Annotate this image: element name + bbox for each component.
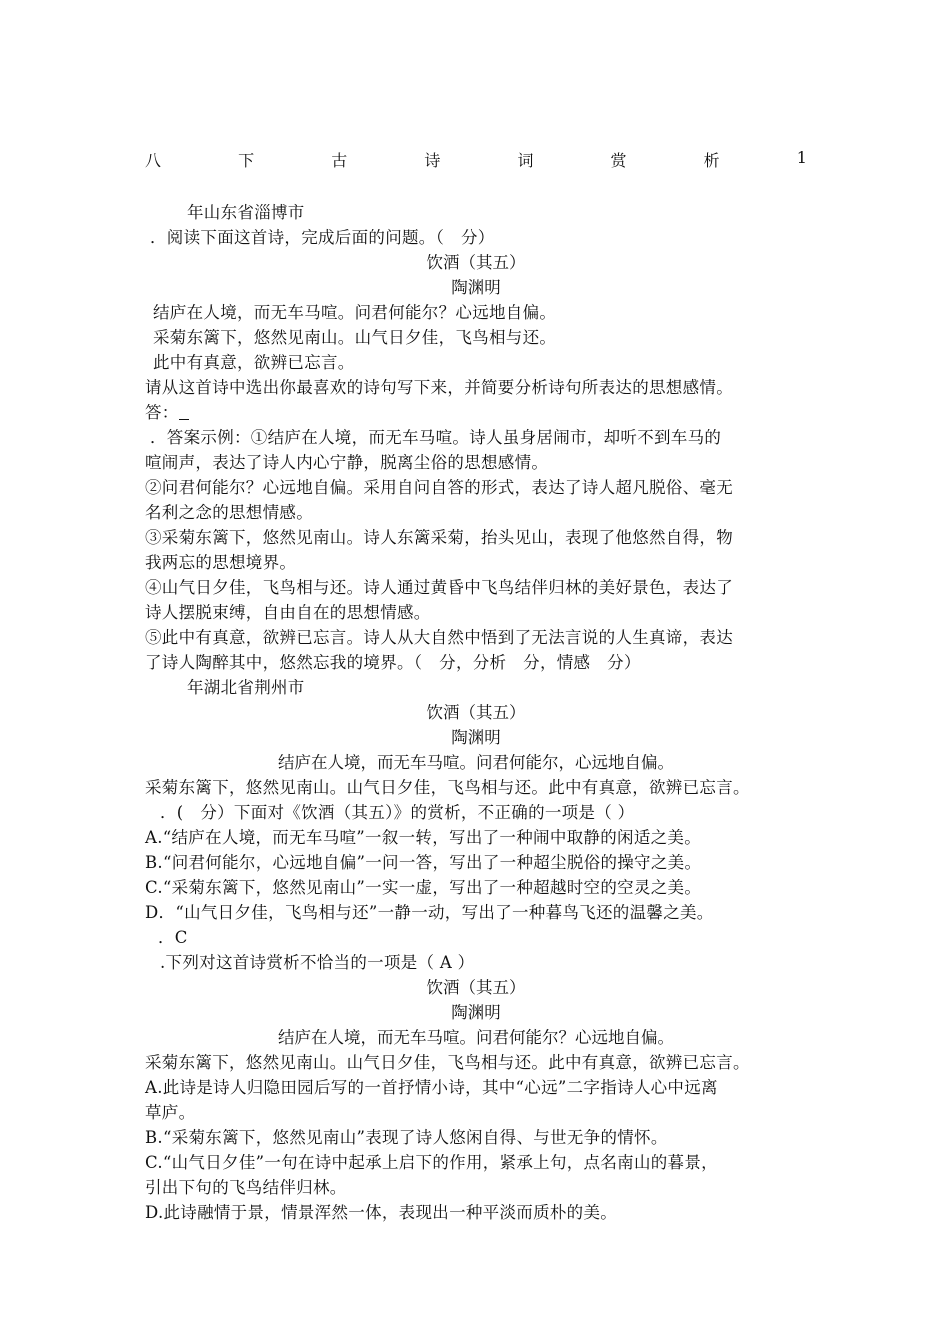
- section1-question: ．阅读下面这首诗，完成后面的问题。（ 分）: [150, 228, 495, 247]
- section1-poem-title: 饮酒（其五）: [426, 253, 526, 272]
- section3-poem-line: 结庐在人境，而无车马喧。问君何能尔？心远地自偏。: [278, 1028, 674, 1047]
- section3-option: 草庐。: [145, 1103, 196, 1122]
- section2-option: C.“采菊东篱下，悠然见南山”一实一虚，写出了一种超越时空的空灵之美。: [145, 878, 702, 897]
- section2-answer: ．C: [158, 928, 188, 947]
- section3-option: 引出下句的飞鸟结伴归林。: [145, 1178, 347, 1197]
- section2-option: A.“结庐在人境，而无车马喧”一叙一转，写出了一种闹中取静的闲适之美。: [145, 828, 702, 847]
- section1-poem-author: 陶渊明: [451, 278, 501, 297]
- title-char: 赏: [610, 151, 627, 170]
- section2-poem-line: 结庐在人境，而无车马喧。问君何能尔，心远地自偏。: [278, 753, 674, 772]
- section2-option: D．“山气日夕佳，飞鸟相与还”一静一动，写出了一种暮鸟飞还的温馨之美。: [145, 903, 714, 922]
- section3-question: .下列对这首诗赏析不恰当的一项是（ A ）: [160, 953, 475, 972]
- section1-prompt: 请从这首诗中选出你最喜欢的诗句写下来，并简要分析诗句所表达的思想感情。: [145, 378, 733, 397]
- section3-option: A.此诗是诗人归隐田园后写的一首抒情小诗，其中“心远”二字指诗人心中远离: [145, 1078, 718, 1097]
- section2-year-line: 年湖北省荆州市: [187, 678, 305, 697]
- section1-answer-line: ④山气日夕佳，飞鸟相与还。诗人通过黄昏中飞鸟结伴归林的美好景色，表达了: [145, 578, 733, 597]
- section3-poem-line: 采菊东篱下，悠然见南山。山气日夕佳，飞鸟相与还。此中有真意，欲辨已忘言。: [145, 1053, 750, 1072]
- section1-answer-line: ②问君何能尔？心远地自偏。采用自问自答的形式，表达了诗人超凡脱俗、毫无: [145, 478, 733, 497]
- section3-poem-title: 饮酒（其五）: [426, 978, 526, 997]
- section2-option: B.“问君何能尔，心远地自偏”一问一答，写出了一种超尘脱俗的操守之美。: [145, 853, 702, 872]
- section1-answer-line: ③采菊东篱下，悠然见南山。诗人东篱采菊，抬头见山，表现了他悠然自得，物: [145, 528, 733, 547]
- section2-question: ．( 分）下面对《饮酒（其五）》的赏析，不正确的一项是（ ）: [160, 803, 635, 822]
- title-char: 下: [238, 151, 255, 170]
- title-char: 诗: [424, 151, 441, 170]
- section1-poem-line: 结庐在人境，而无车马喧。问君何能尔？心远地自偏。: [153, 303, 557, 322]
- section3-option: B.“采菊东篱下，悠然见南山”表现了诗人悠闲自得、与世无争的情怀。: [145, 1128, 668, 1147]
- section1-answer-line: 喧闹声，表达了诗人内心宁静，脱离尘俗的思想感情。: [145, 453, 549, 472]
- page-title: [145, 148, 807, 172]
- section1-answer-line: ⑤此中有真意，欲辨已忘言。诗人从大自然中悟到了无法言说的人生真谛，表达: [145, 628, 733, 647]
- section2-poem-line: 采菊东篱下，悠然见南山。山气日夕佳，飞鸟相与还。此中有真意，欲辨已忘言。: [145, 778, 750, 797]
- section2-poem-title: 饮酒（其五）: [426, 703, 526, 722]
- section1-poem-line: 此中有真意，欲辨已忘言。: [153, 353, 355, 372]
- title-char: 1: [796, 148, 807, 167]
- section1-poem-line: 采菊东篱下，悠然见南山。山气日夕佳，飞鸟相与还。: [153, 328, 557, 347]
- title-char: 词: [517, 151, 534, 170]
- title-char: 八: [145, 151, 162, 170]
- section1-year-line: 年山东省淄博市: [187, 203, 305, 222]
- section3-poem-author: 陶渊明: [451, 1003, 501, 1022]
- section3-option: D.此诗融情于景，情景浑然一体，表现出一种平淡而质朴的美。: [145, 1203, 618, 1222]
- section1-answer-line: ．答案示例：①结庐在人境，而无车马喧。诗人虽身居闹市，却听不到车马的: [150, 428, 722, 447]
- answer-blank[interactable]: [179, 405, 189, 420]
- section2-poem-author: 陶渊明: [451, 728, 501, 747]
- answer-label-text: 答：: [145, 403, 179, 422]
- section1-answer-line: 诗人摆脱束缚，自由自在的思想情感。: [145, 603, 431, 622]
- title-char: 古: [331, 151, 348, 170]
- section1-answer-line: 我两忘的思想境界。: [145, 553, 297, 572]
- section1-answer-line: 名利之念的思想情感。: [145, 503, 313, 522]
- section3-option: C.“山气日夕佳”一句在诗中起承上启下的作用，紧承上句，点名南山的暮景，: [145, 1153, 718, 1172]
- section1-answer-label: [145, 400, 189, 425]
- title-char: 析: [703, 151, 720, 170]
- section1-answer-line: 了诗人陶醉其中，悠然忘我的境界。（ 分，分析 分，情感 分）: [145, 653, 641, 672]
